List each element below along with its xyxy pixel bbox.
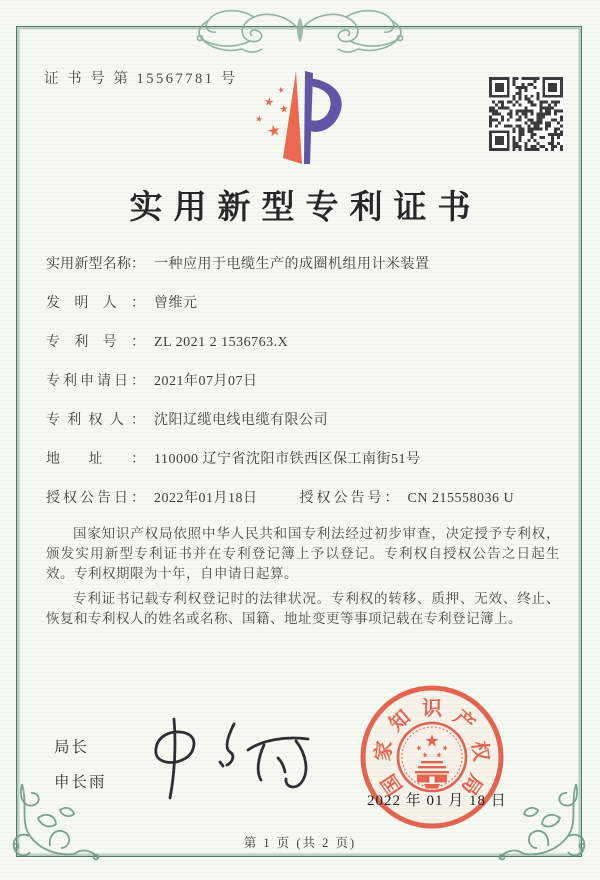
seal-char: 识 xyxy=(422,698,442,720)
grant-number-pair xyxy=(300,488,515,510)
signoff-block xyxy=(54,735,107,792)
field-value: 一种应用于电缆生产的成圈机组用计米装置 xyxy=(154,257,430,272)
field-label: 实用新型名称： xyxy=(46,257,145,272)
qr-code xyxy=(489,77,563,151)
field-inventor xyxy=(46,293,558,315)
seal-char: 知 xyxy=(385,706,415,736)
legal-text xyxy=(46,524,560,634)
field-label: 授权公告日： xyxy=(46,491,145,506)
certificate-number: 证 书 号 第 15567781 号 xyxy=(44,71,238,87)
field-label: 专利权人： xyxy=(46,413,145,428)
field-value: 2022年01月18日 xyxy=(154,491,258,506)
field-label: 授权公告号： xyxy=(299,491,399,506)
field-label: 发明人： xyxy=(46,296,145,311)
field-label: 专利号： xyxy=(46,335,145,350)
field-value: 曾维元 xyxy=(154,296,198,311)
field-address xyxy=(46,449,558,471)
legal-paragraph-2: 专利证书记载专利权登记时的法律状况。专利权的转移、质押、无效、终止、恢复和专利权人的姓名或名称、国籍、地址变更等事项记载在专利登记簿上。 xyxy=(46,591,560,626)
seal-char: 权 xyxy=(467,739,492,763)
field-list xyxy=(46,254,558,527)
field-patentee xyxy=(46,410,558,432)
director-signature-icon xyxy=(140,712,332,808)
field-value: 沈阳辽缆电线电缆有限公司 xyxy=(154,413,328,428)
seal-char: 局 xyxy=(456,769,487,799)
seal-char: 家 xyxy=(372,739,397,763)
top-flourish-ornament xyxy=(150,1,450,59)
field-label: 专利申请日： xyxy=(46,374,145,389)
issue-date: 2022 年 01 月 18 日 xyxy=(367,793,507,809)
field-value: ZL 2021 2 1536763.X xyxy=(154,335,289,350)
page-number: 第 1 页 (共 2 页) xyxy=(243,836,357,850)
field-patent-number xyxy=(46,332,558,354)
signoff-name: 申长雨 xyxy=(54,774,107,791)
field-value: 2021年07月07日 xyxy=(154,374,258,389)
signoff-title: 局长 xyxy=(54,739,90,756)
bottom-right-flourish-ornament xyxy=(494,772,590,868)
field-grant-announcement xyxy=(46,488,558,510)
cnipa-logo-icon xyxy=(240,69,366,169)
field-label: 地址： xyxy=(46,452,145,467)
legal-paragraph-1: 国家知识产权局依照中华人民共和国专利法经过初步审查，决定授予专利权，颁发实用新型专利证书并在专利登记簿上予以登记。专利权自授权公告之日起生效。专利权期限为十年，自申请日起算。 xyxy=(46,526,560,581)
field-utility-model-name xyxy=(46,254,558,276)
seal-char: 产 xyxy=(449,706,479,736)
field-filing-date xyxy=(46,371,558,393)
certificate-title: 实用新型专利证书 xyxy=(129,190,482,226)
field-value: 110000 辽宁省沈阳市铁西区保工南街51号 xyxy=(154,452,421,467)
seal-char: 国 xyxy=(377,769,408,799)
field-value: CN 215558036 U xyxy=(407,491,515,506)
